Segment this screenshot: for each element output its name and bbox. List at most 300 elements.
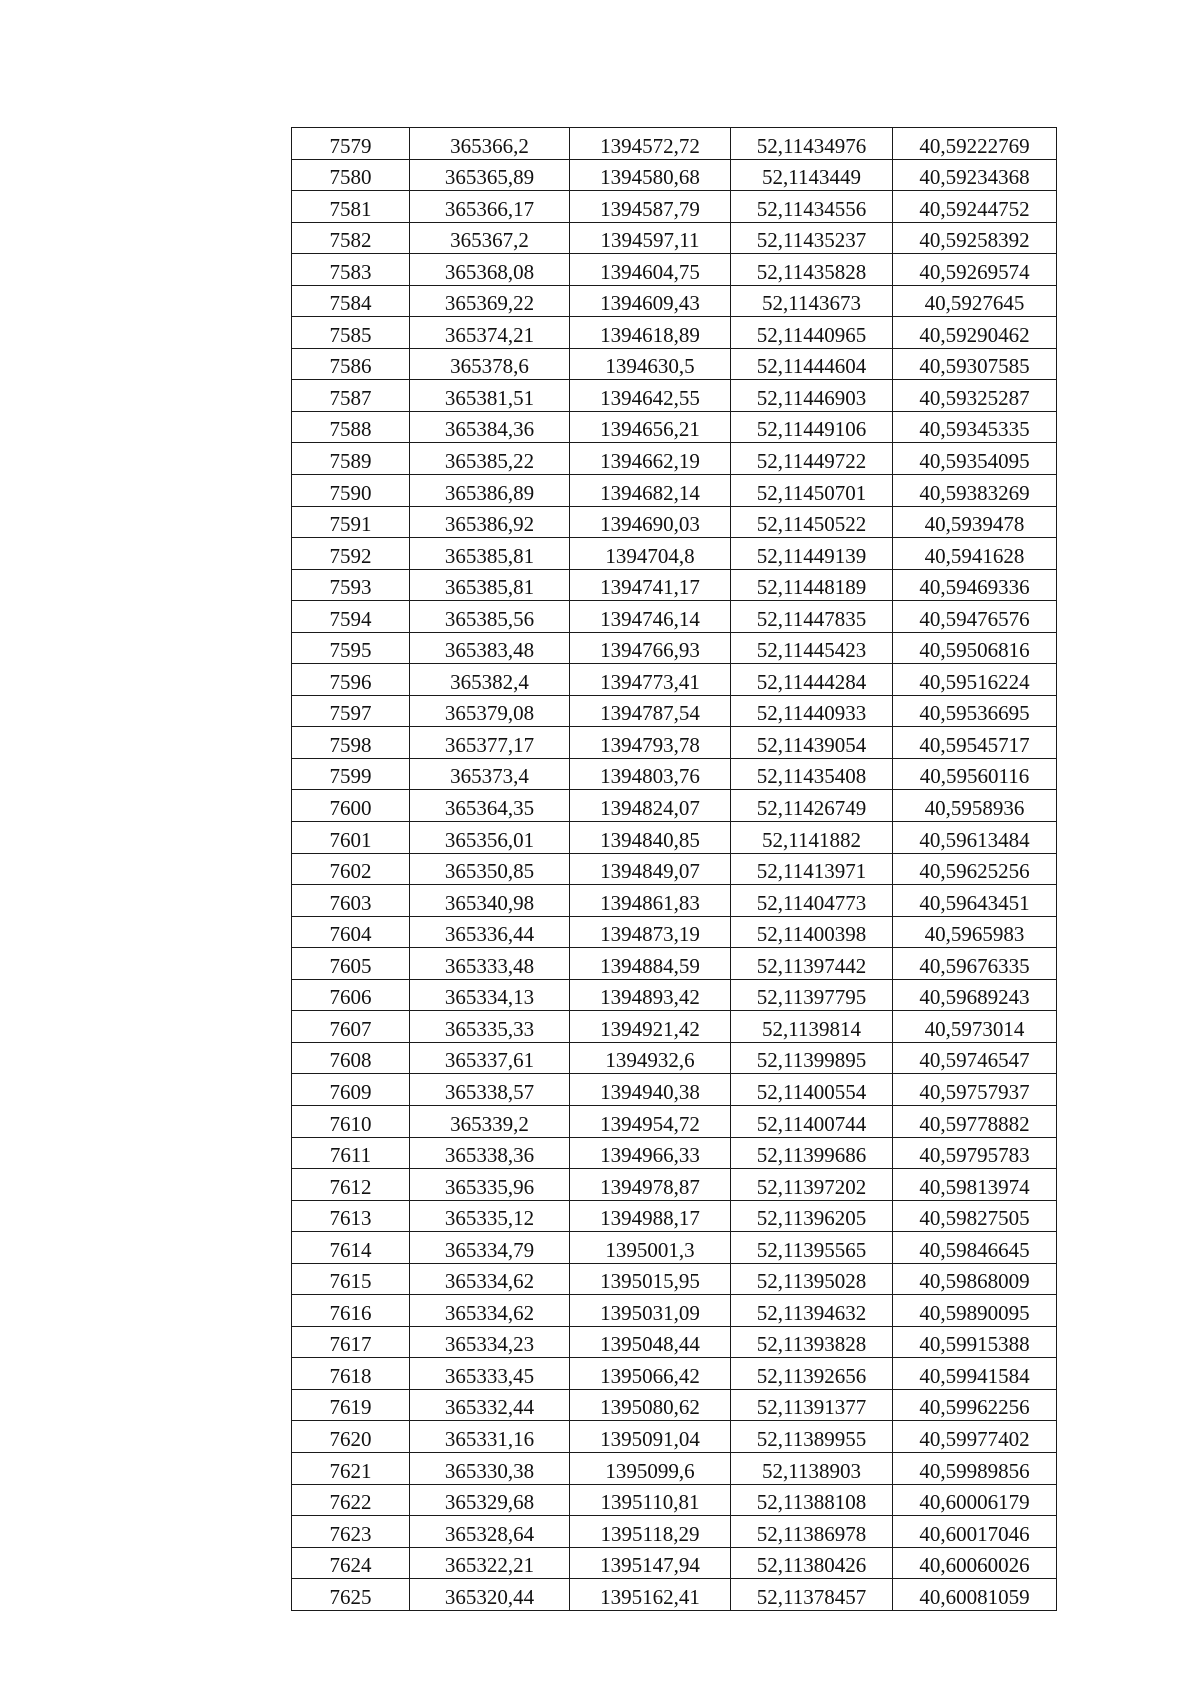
point-number-cell-text: 7587 xyxy=(329,385,372,410)
x-coordinate-cell xyxy=(410,695,570,727)
x-coordinate-cell xyxy=(410,1011,570,1043)
latitude-cell xyxy=(731,1326,893,1358)
point-number-cell-text: 7609 xyxy=(329,1079,372,1104)
y-coordinate-cell-text: 1394840,85 xyxy=(600,827,700,852)
latitude-cell-text: 52,11450522 xyxy=(756,512,867,537)
point-number-cell-text: 7592 xyxy=(329,543,372,568)
x-coordinate-cell-text: 365366,2 xyxy=(450,133,529,158)
x-coordinate-cell xyxy=(410,664,570,696)
y-coordinate-cell-text: 1394630,5 xyxy=(605,354,695,379)
longitude-cell xyxy=(893,885,1057,917)
latitude-cell-text: 52,11397442 xyxy=(756,953,867,978)
point-number-cell-text: 7601 xyxy=(329,827,372,852)
x-coordinate-cell xyxy=(410,1169,570,1201)
point-number-cell xyxy=(292,1484,410,1516)
y-coordinate-cell-text: 1394580,68 xyxy=(600,165,700,190)
point-number-cell-text: 7596 xyxy=(329,669,372,694)
table-row xyxy=(292,758,1057,790)
table-row xyxy=(292,1421,1057,1453)
y-coordinate-cell xyxy=(570,979,731,1011)
point-number-cell-text: 7625 xyxy=(329,1584,372,1609)
x-coordinate-cell-text: 365385,22 xyxy=(444,449,535,474)
longitude-cell-text: 40,59778882 xyxy=(919,1111,1030,1136)
point-number-cell xyxy=(292,1137,410,1169)
table-row xyxy=(292,1169,1057,1201)
point-number-cell-text: 7611 xyxy=(329,1143,372,1168)
y-coordinate-cell-text: 1394861,83 xyxy=(600,890,700,915)
x-coordinate-cell xyxy=(410,443,570,475)
x-coordinate-cell xyxy=(410,1137,570,1169)
longitude-cell xyxy=(893,1011,1057,1043)
y-coordinate-cell xyxy=(570,1516,731,1548)
point-number-cell xyxy=(292,569,410,601)
latitude-cell-text: 52,11449106 xyxy=(756,417,867,442)
y-coordinate-cell-text: 1394966,33 xyxy=(600,1143,700,1168)
longitude-cell xyxy=(893,1452,1057,1484)
longitude-cell-text: 40,59941584 xyxy=(919,1363,1030,1388)
latitude-cell-text: 52,11450701 xyxy=(756,480,867,505)
longitude-cell xyxy=(893,1579,1057,1611)
x-coordinate-cell-text: 365350,85 xyxy=(444,859,535,884)
table-row xyxy=(292,380,1057,412)
latitude-cell-text: 52,1139814 xyxy=(762,1016,861,1041)
x-coordinate-cell-text: 365335,12 xyxy=(444,1206,535,1231)
y-coordinate-cell xyxy=(570,1326,731,1358)
x-coordinate-cell-text: 365331,16 xyxy=(444,1426,535,1451)
y-coordinate-cell-text: 1395118,29 xyxy=(600,1521,700,1546)
longitude-cell-text: 40,59383269 xyxy=(919,480,1030,505)
latitude-cell-text: 52,11393828 xyxy=(756,1332,867,1357)
table-row xyxy=(292,1105,1057,1137)
y-coordinate-cell xyxy=(570,1579,731,1611)
latitude-cell xyxy=(731,916,893,948)
point-number-cell xyxy=(292,1516,410,1548)
latitude-cell xyxy=(731,1042,893,1074)
y-coordinate-cell xyxy=(570,790,731,822)
latitude-cell xyxy=(731,191,893,223)
latitude-cell-text: 52,11392656 xyxy=(756,1363,867,1388)
x-coordinate-cell xyxy=(410,1326,570,1358)
latitude-cell-text: 52,11378457 xyxy=(756,1584,867,1609)
point-number-cell xyxy=(292,348,410,380)
x-coordinate-cell xyxy=(410,822,570,854)
latitude-cell-text: 52,11449139 xyxy=(756,543,867,568)
table-row xyxy=(292,1232,1057,1264)
point-number-cell-text: 7604 xyxy=(329,922,372,947)
x-coordinate-cell-text: 365381,51 xyxy=(444,385,535,410)
y-coordinate-cell xyxy=(570,632,731,664)
point-number-cell-text: 7605 xyxy=(329,953,372,978)
point-number-cell-text: 7593 xyxy=(329,575,372,600)
x-coordinate-cell-text: 365333,48 xyxy=(444,953,535,978)
table-row xyxy=(292,1263,1057,1295)
table-row xyxy=(292,1389,1057,1421)
y-coordinate-cell-text: 1394642,55 xyxy=(600,385,700,410)
y-coordinate-cell xyxy=(570,916,731,948)
longitude-cell xyxy=(893,979,1057,1011)
point-number-cell-text: 7617 xyxy=(329,1332,372,1357)
y-coordinate-cell xyxy=(570,664,731,696)
latitude-cell xyxy=(731,1263,893,1295)
y-coordinate-cell-text: 1394656,21 xyxy=(600,417,700,442)
longitude-cell-text: 40,5927645 xyxy=(924,291,1025,316)
x-coordinate-cell xyxy=(410,916,570,948)
point-number-cell xyxy=(292,853,410,885)
latitude-cell-text: 52,11399686 xyxy=(756,1143,867,1168)
point-number-cell-text: 7621 xyxy=(329,1458,372,1483)
x-coordinate-cell xyxy=(410,1074,570,1106)
latitude-cell-text: 52,11434556 xyxy=(756,196,867,221)
x-coordinate-cell xyxy=(410,1263,570,1295)
longitude-cell-text: 40,60017046 xyxy=(919,1521,1030,1546)
point-number-cell-text: 7610 xyxy=(329,1111,372,1136)
longitude-cell-text: 40,59643451 xyxy=(919,890,1030,915)
longitude-cell-text: 40,59560116 xyxy=(919,764,1030,789)
latitude-cell xyxy=(731,475,893,507)
y-coordinate-cell-text: 1394787,54 xyxy=(600,701,700,726)
longitude-cell-text: 40,59915388 xyxy=(919,1332,1030,1357)
point-number-cell xyxy=(292,1042,410,1074)
longitude-cell-text: 40,59846645 xyxy=(919,1237,1030,1262)
x-coordinate-cell xyxy=(410,222,570,254)
y-coordinate-cell xyxy=(570,1105,731,1137)
y-coordinate-cell xyxy=(570,1169,731,1201)
y-coordinate-cell xyxy=(570,569,731,601)
y-coordinate-cell-text: 1395091,04 xyxy=(600,1426,700,1451)
longitude-cell-text: 40,60081059 xyxy=(919,1584,1030,1609)
longitude-cell-text: 40,59244752 xyxy=(919,196,1030,221)
table-row xyxy=(292,1358,1057,1390)
x-coordinate-cell xyxy=(410,1042,570,1074)
latitude-cell xyxy=(731,1105,893,1137)
point-number-cell xyxy=(292,695,410,727)
point-number-cell xyxy=(292,1200,410,1232)
table-row xyxy=(292,1484,1057,1516)
longitude-cell xyxy=(893,191,1057,223)
y-coordinate-cell-text: 1394604,75 xyxy=(600,259,700,284)
table-row xyxy=(292,916,1057,948)
latitude-cell-text: 52,11394632 xyxy=(756,1300,867,1325)
point-number-cell xyxy=(292,538,410,570)
table-row xyxy=(292,979,1057,1011)
longitude-cell-text: 40,59476576 xyxy=(919,606,1030,631)
longitude-cell-text: 40,59234368 xyxy=(919,165,1030,190)
y-coordinate-cell-text: 1394873,19 xyxy=(600,922,700,947)
y-coordinate-cell-text: 1395048,44 xyxy=(600,1332,700,1357)
x-coordinate-cell-text: 365364,35 xyxy=(444,796,535,821)
longitude-cell-text: 40,60060026 xyxy=(919,1553,1030,1578)
x-coordinate-cell xyxy=(410,727,570,759)
longitude-cell xyxy=(893,632,1057,664)
latitude-cell-text: 52,11413971 xyxy=(756,859,867,884)
y-coordinate-cell xyxy=(570,1421,731,1453)
table-row xyxy=(292,443,1057,475)
x-coordinate-cell-text: 365338,57 xyxy=(444,1079,535,1104)
longitude-cell xyxy=(893,695,1057,727)
x-coordinate-cell-text: 365382,4 xyxy=(450,669,529,694)
latitude-cell xyxy=(731,601,893,633)
latitude-cell xyxy=(731,885,893,917)
point-number-cell-text: 7598 xyxy=(329,732,372,757)
point-number-cell xyxy=(292,601,410,633)
latitude-cell xyxy=(731,1011,893,1043)
point-number-cell xyxy=(292,790,410,822)
point-number-cell xyxy=(292,317,410,349)
point-number-cell xyxy=(292,475,410,507)
x-coordinate-cell xyxy=(410,538,570,570)
x-coordinate-cell-text: 365334,62 xyxy=(444,1269,535,1294)
latitude-cell xyxy=(731,380,893,412)
point-number-cell xyxy=(292,411,410,443)
longitude-cell-text: 40,59868009 xyxy=(919,1269,1030,1294)
y-coordinate-cell-text: 1395066,42 xyxy=(600,1363,700,1388)
table-row xyxy=(292,569,1057,601)
latitude-cell xyxy=(731,285,893,317)
latitude-cell-text: 52,11447835 xyxy=(756,606,867,631)
point-number-cell-text: 7619 xyxy=(329,1395,372,1420)
y-coordinate-cell xyxy=(570,1074,731,1106)
longitude-cell xyxy=(893,285,1057,317)
longitude-cell xyxy=(893,1547,1057,1579)
longitude-cell xyxy=(893,1295,1057,1327)
latitude-cell xyxy=(731,538,893,570)
point-number-cell-text: 7618 xyxy=(329,1363,372,1388)
longitude-cell-text: 40,59977402 xyxy=(919,1426,1030,1451)
latitude-cell xyxy=(731,1232,893,1264)
x-coordinate-cell xyxy=(410,475,570,507)
longitude-cell xyxy=(893,916,1057,948)
longitude-cell xyxy=(893,853,1057,885)
latitude-cell xyxy=(731,159,893,191)
x-coordinate-cell xyxy=(410,885,570,917)
x-coordinate-cell xyxy=(410,159,570,191)
point-number-cell xyxy=(292,727,410,759)
longitude-cell xyxy=(893,317,1057,349)
point-number-cell-text: 7606 xyxy=(329,985,372,1010)
x-coordinate-cell-text: 365340,98 xyxy=(444,890,535,915)
y-coordinate-cell-text: 1394932,6 xyxy=(605,1048,695,1073)
y-coordinate-cell xyxy=(570,475,731,507)
x-coordinate-cell-text: 365367,2 xyxy=(450,228,529,253)
x-coordinate-cell xyxy=(410,790,570,822)
latitude-cell xyxy=(731,822,893,854)
y-coordinate-cell xyxy=(570,1389,731,1421)
longitude-cell xyxy=(893,1389,1057,1421)
y-coordinate-cell-text: 1394954,72 xyxy=(600,1111,700,1136)
x-coordinate-cell-text: 365336,44 xyxy=(444,922,535,947)
point-number-cell xyxy=(292,1358,410,1390)
x-coordinate-cell-text: 365338,36 xyxy=(444,1143,535,1168)
latitude-cell xyxy=(731,254,893,286)
longitude-cell-text: 40,59307585 xyxy=(919,354,1030,379)
x-coordinate-cell xyxy=(410,853,570,885)
latitude-cell xyxy=(731,1389,893,1421)
x-coordinate-cell xyxy=(410,758,570,790)
x-coordinate-cell xyxy=(410,1358,570,1390)
y-coordinate-cell-text: 1394824,07 xyxy=(600,796,700,821)
longitude-cell xyxy=(893,1200,1057,1232)
y-coordinate-cell xyxy=(570,601,731,633)
longitude-cell xyxy=(893,159,1057,191)
point-number-cell-text: 7581 xyxy=(329,196,372,221)
x-coordinate-cell-text: 365369,22 xyxy=(444,291,535,316)
point-number-cell xyxy=(292,822,410,854)
table-row xyxy=(292,506,1057,538)
longitude-cell xyxy=(893,1074,1057,1106)
point-number-cell xyxy=(292,1169,410,1201)
longitude-cell-text: 40,5973014 xyxy=(924,1016,1025,1041)
y-coordinate-cell-text: 1395110,81 xyxy=(600,1490,700,1515)
x-coordinate-cell-text: 365322,21 xyxy=(444,1553,535,1578)
coordinates-table-body xyxy=(292,128,1057,1611)
table-row xyxy=(292,159,1057,191)
latitude-cell-text: 52,1138903 xyxy=(762,1458,861,1483)
longitude-cell-text: 40,59746547 xyxy=(919,1048,1030,1073)
x-coordinate-cell-text: 365335,96 xyxy=(444,1174,535,1199)
y-coordinate-cell-text: 1394741,17 xyxy=(600,575,700,600)
table-row xyxy=(292,822,1057,854)
y-coordinate-cell xyxy=(570,1295,731,1327)
x-coordinate-cell xyxy=(410,128,570,160)
longitude-cell xyxy=(893,1421,1057,1453)
point-number-cell xyxy=(292,1011,410,1043)
y-coordinate-cell xyxy=(570,348,731,380)
longitude-cell-text: 40,59962256 xyxy=(919,1395,1030,1420)
table-row xyxy=(292,411,1057,443)
y-coordinate-cell xyxy=(570,822,731,854)
longitude-cell-text: 40,5965983 xyxy=(924,922,1025,947)
y-coordinate-cell-text: 1394587,79 xyxy=(600,196,700,221)
table-row xyxy=(292,695,1057,727)
point-number-cell xyxy=(292,443,410,475)
latitude-cell xyxy=(731,128,893,160)
longitude-cell xyxy=(893,506,1057,538)
x-coordinate-cell xyxy=(410,191,570,223)
latitude-cell xyxy=(731,506,893,538)
point-number-cell-text: 7579 xyxy=(329,133,372,158)
x-coordinate-cell xyxy=(410,348,570,380)
table-row xyxy=(292,222,1057,254)
y-coordinate-cell-text: 1395015,95 xyxy=(600,1269,700,1294)
table-row xyxy=(292,1516,1057,1548)
longitude-cell xyxy=(893,664,1057,696)
longitude-cell-text: 40,59354095 xyxy=(919,449,1030,474)
point-number-cell-text: 7589 xyxy=(329,449,372,474)
x-coordinate-cell xyxy=(410,1232,570,1264)
latitude-cell-text: 52,11391377 xyxy=(756,1395,867,1420)
latitude-cell-text: 52,11440965 xyxy=(756,322,867,347)
point-number-cell-text: 7608 xyxy=(329,1048,372,1073)
y-coordinate-cell xyxy=(570,380,731,412)
longitude-cell xyxy=(893,1169,1057,1201)
x-coordinate-cell-text: 365386,89 xyxy=(444,480,535,505)
latitude-cell-text: 52,11395028 xyxy=(756,1269,867,1294)
latitude-cell-text: 52,11395565 xyxy=(756,1237,867,1262)
point-number-cell xyxy=(292,1263,410,1295)
latitude-cell-text: 52,1143449 xyxy=(762,165,861,190)
y-coordinate-cell-text: 1394803,76 xyxy=(600,764,700,789)
latitude-cell xyxy=(731,317,893,349)
x-coordinate-cell-text: 365330,38 xyxy=(444,1458,535,1483)
table-row xyxy=(292,475,1057,507)
point-number-cell xyxy=(292,916,410,948)
longitude-cell-text: 40,59625256 xyxy=(919,859,1030,884)
latitude-cell xyxy=(731,1579,893,1611)
x-coordinate-cell-text: 365385,81 xyxy=(444,575,535,600)
table-row xyxy=(292,1074,1057,1106)
y-coordinate-cell xyxy=(570,695,731,727)
table-row xyxy=(292,853,1057,885)
x-coordinate-cell-text: 365373,4 xyxy=(450,764,529,789)
y-coordinate-cell xyxy=(570,506,731,538)
point-number-cell-text: 7622 xyxy=(329,1490,372,1515)
longitude-cell-text: 40,59516224 xyxy=(919,669,1030,694)
point-number-cell-text: 7614 xyxy=(329,1237,372,1262)
y-coordinate-cell-text: 1394884,59 xyxy=(600,953,700,978)
longitude-cell xyxy=(893,380,1057,412)
latitude-cell xyxy=(731,1547,893,1579)
y-coordinate-cell xyxy=(570,1358,731,1390)
point-number-cell-text: 7585 xyxy=(329,322,372,347)
x-coordinate-cell xyxy=(410,1421,570,1453)
longitude-cell-text: 40,59613484 xyxy=(919,827,1030,852)
table-row xyxy=(292,538,1057,570)
latitude-cell-text: 52,11396205 xyxy=(756,1206,867,1231)
coordinates-table xyxy=(291,127,1057,1611)
latitude-cell xyxy=(731,1137,893,1169)
x-coordinate-cell-text: 365356,01 xyxy=(444,827,535,852)
longitude-cell-text: 40,59269574 xyxy=(919,259,1030,284)
table-row xyxy=(292,1547,1057,1579)
x-coordinate-cell-text: 365335,33 xyxy=(444,1016,535,1041)
latitude-cell-text: 52,11397795 xyxy=(756,985,867,1010)
longitude-cell-text: 40,59469336 xyxy=(919,575,1030,600)
y-coordinate-cell xyxy=(570,317,731,349)
x-coordinate-cell-text: 365334,13 xyxy=(444,985,535,1010)
point-number-cell-text: 7582 xyxy=(329,228,372,253)
longitude-cell xyxy=(893,569,1057,601)
longitude-cell-text: 40,59506816 xyxy=(919,638,1030,663)
point-number-cell-text: 7616 xyxy=(329,1300,372,1325)
table-row xyxy=(292,948,1057,980)
y-coordinate-cell xyxy=(570,1011,731,1043)
longitude-cell xyxy=(893,758,1057,790)
y-coordinate-cell xyxy=(570,948,731,980)
latitude-cell-text: 52,11445423 xyxy=(756,638,867,663)
x-coordinate-cell xyxy=(410,1295,570,1327)
longitude-cell-text: 40,59827505 xyxy=(919,1206,1030,1231)
point-number-cell-text: 7607 xyxy=(329,1016,372,1041)
x-coordinate-cell xyxy=(410,979,570,1011)
y-coordinate-cell-text: 1394662,19 xyxy=(600,449,700,474)
point-number-cell xyxy=(292,1105,410,1137)
longitude-cell-text: 40,59258392 xyxy=(919,228,1030,253)
latitude-cell xyxy=(731,222,893,254)
y-coordinate-cell-text: 1394893,42 xyxy=(600,985,700,1010)
x-coordinate-cell-text: 365384,36 xyxy=(444,417,535,442)
latitude-cell-text: 52,11448189 xyxy=(756,575,867,600)
latitude-cell-text: 52,11386978 xyxy=(756,1521,867,1546)
latitude-cell xyxy=(731,1516,893,1548)
point-number-cell xyxy=(292,1421,410,1453)
point-number-cell xyxy=(292,254,410,286)
table-row xyxy=(292,1137,1057,1169)
longitude-cell xyxy=(893,1137,1057,1169)
y-coordinate-cell xyxy=(570,191,731,223)
point-number-cell-text: 7591 xyxy=(329,512,372,537)
latitude-cell xyxy=(731,1358,893,1390)
y-coordinate-cell-text: 1394849,07 xyxy=(600,859,700,884)
